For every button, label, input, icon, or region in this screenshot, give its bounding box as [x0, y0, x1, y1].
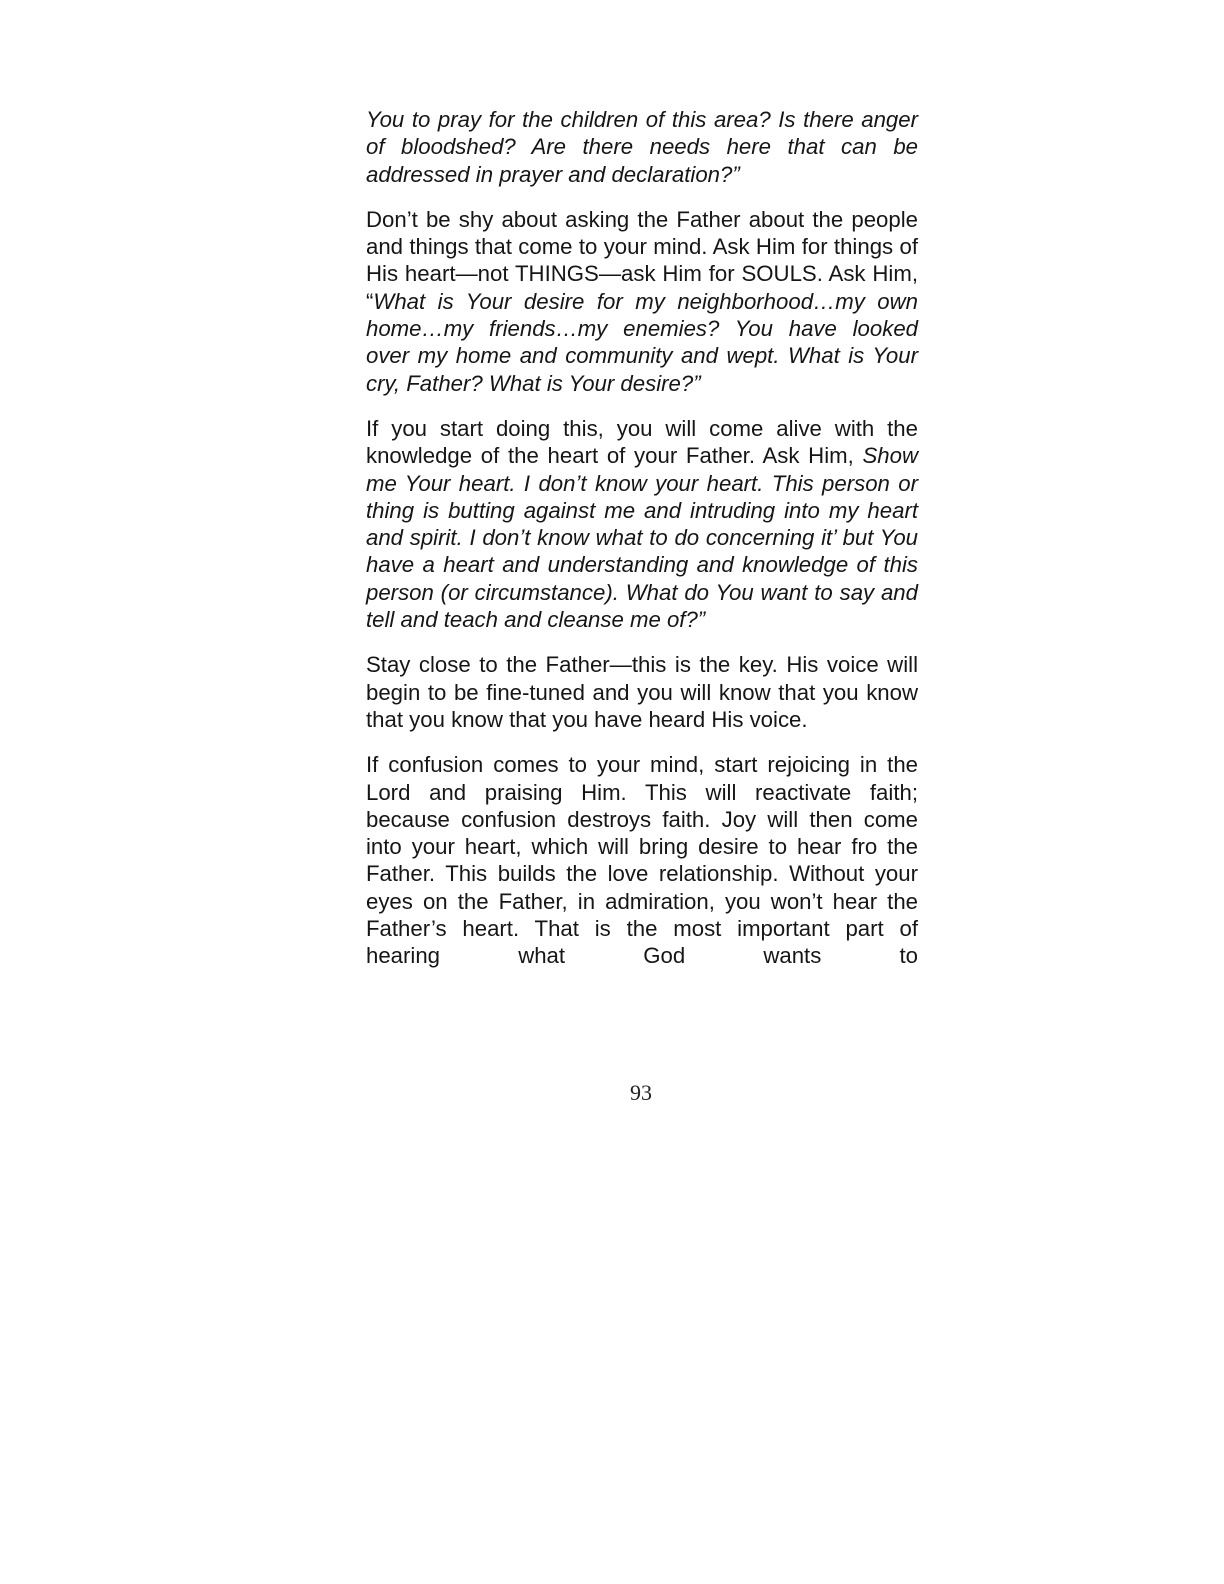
paragraph-confusion: [366, 751, 918, 969]
body-text-span: If you start doing this, you will come alive with the knowledge of the heart of your Father. Ask Him,: [366, 415, 918, 469]
paragraph-ask-father: [366, 206, 918, 397]
paragraph-stay-close: [366, 651, 918, 733]
body-text-span: Stay close to the Father—this is the key. His voice will begin to be fine-tuned and you will know that you know that you know that you have heard His voice.: [366, 652, 918, 732]
italic-text: Show me Your heart. I don’t know your heart. This person or thing is butting against me and intruding into my heart and spirit. I don’t know what to do concerning it’ but You have a heart and understanding and knowledge of this person (or circumstance). What do You want to say and tell and teach and cleanse me of?”: [366, 443, 918, 633]
paragraph-prayer-questions: [366, 106, 918, 188]
italic-text: What is Your desire for my neighborhood…my own home…my friends…my enemies? You have looked over my home and community and wept. What is Your cry, Father? What is Your desire?”: [366, 288, 918, 396]
italic-text: You to pray for the children of this area? Is there anger of bloodshed? Are there needs here that can be addressed in prayer and declaration?”: [366, 107, 918, 187]
page-number: 93: [630, 1080, 652, 1105]
paragraph-show-me-your-heart: [366, 415, 918, 633]
body-text-span: Don’t be shy about asking the Father about the people and things that come to your mind. Ask Him for things of His heart—not THINGS—ask Him for SOULS. Ask Him, “: [366, 206, 918, 314]
body-text: [366, 106, 918, 970]
body-text-span: If confusion comes to your mind, start rejoicing in the Lord and praising Him. This will reactivate faith; because confusion destroys faith. Joy will then come into your heart, which will bring desire to hear fro the Father. This builds the love relationship. Without your eyes on the Father, in admiration, you won’t hear the Father’s heart. That is the most important part of hearing what God wants to: [366, 752, 918, 969]
